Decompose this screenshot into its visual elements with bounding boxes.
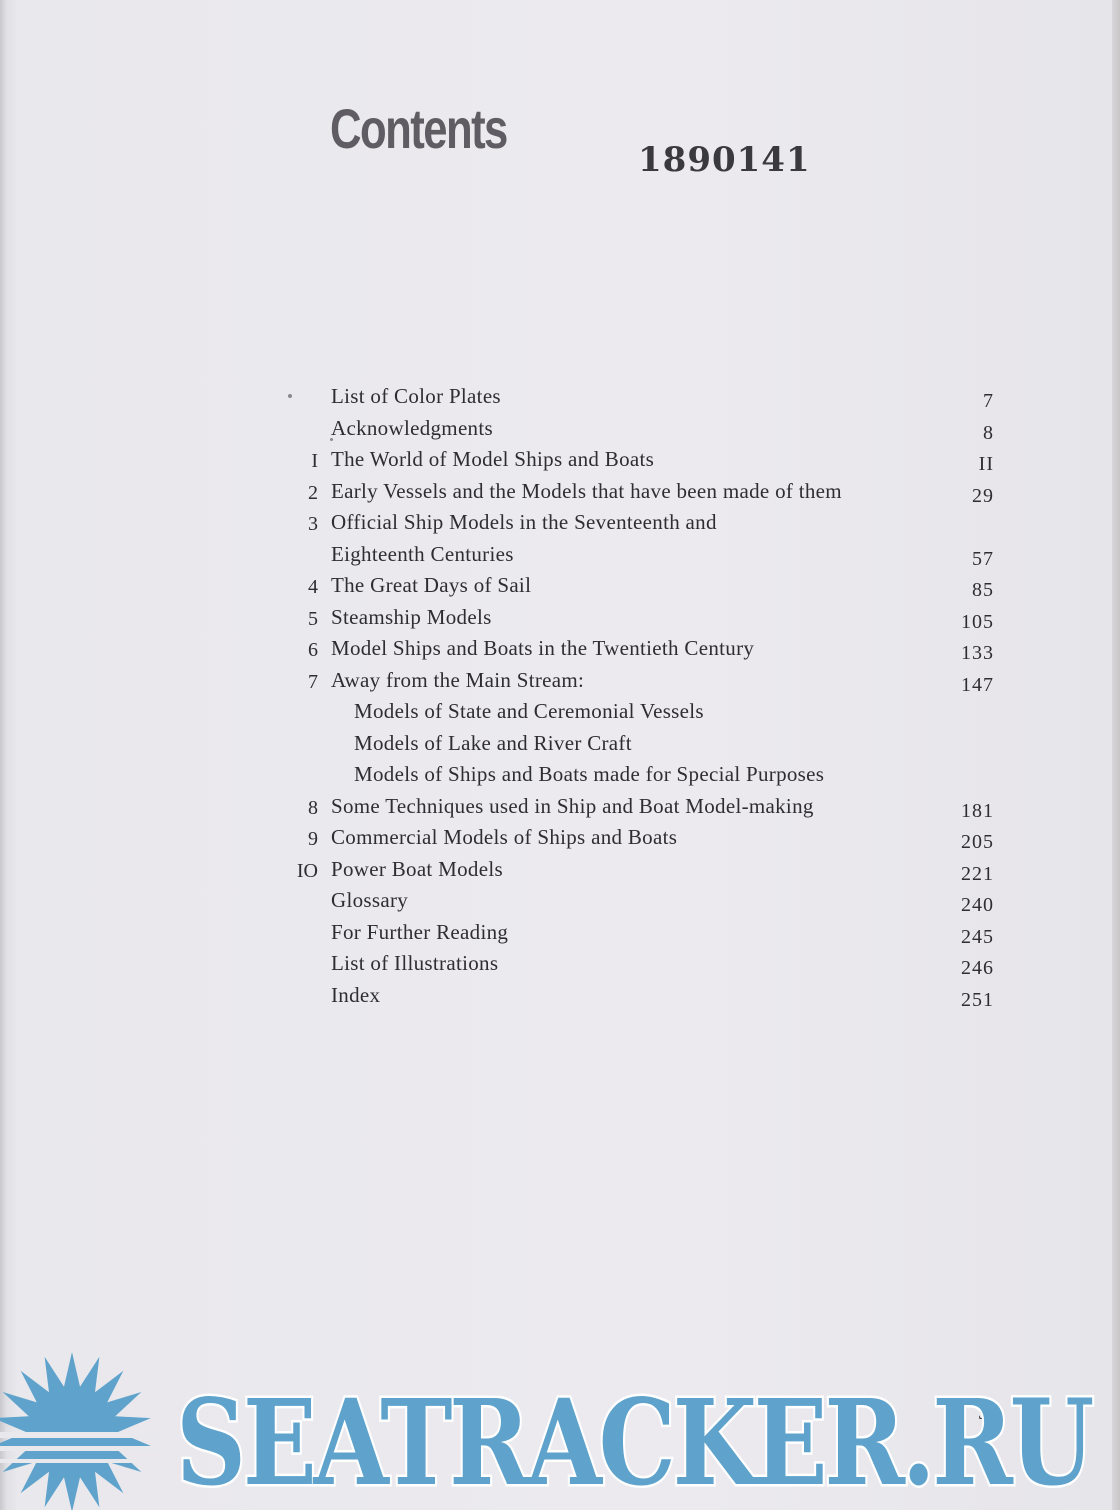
- toc-entry-title: The World of Model Ships and Boats: [331, 447, 655, 471]
- toc-entry-title: For Further Reading: [331, 919, 509, 944]
- toc-entry: [0, 381, 1120, 413]
- toc-entry-title: Power Boat Models: [331, 856, 503, 881]
- toc-entry: [0, 570, 1120, 602]
- toc-page-number: 7: [983, 390, 994, 412]
- toc-page-number: II: [978, 453, 994, 475]
- toc-page-number: 133: [961, 642, 994, 664]
- toc-entry: [0, 917, 1120, 949]
- toc-entry-title: Index: [331, 982, 381, 1007]
- toc-page-number: 105: [961, 610, 994, 633]
- accession-stamp: 1890141: [638, 140, 811, 180]
- toc-entry: [0, 980, 1120, 1012]
- toc-page-number: 181: [961, 799, 994, 822]
- toc-entry-title: Glossary: [331, 888, 409, 912]
- toc-page-number: 85: [972, 579, 994, 601]
- toc-entry: [0, 507, 1120, 539]
- toc-entry: [0, 444, 1120, 476]
- chapter-number: 4: [308, 576, 318, 598]
- toc-entry: [0, 413, 1120, 445]
- page-title: Contents: [330, 97, 507, 160]
- toc-page-number: 245: [961, 925, 994, 948]
- toc-entry-title: The Great Days of Sail: [331, 573, 532, 597]
- toc-page-number: 29: [972, 484, 994, 507]
- chapter-number: 6: [308, 639, 318, 661]
- sun-icon: [0, 1352, 160, 1510]
- toc-entry: [0, 822, 1120, 854]
- toc-entry: [0, 696, 1120, 728]
- toc-entry-title: Model Ships and Boats in the Twentieth Century: [331, 636, 755, 660]
- toc-page-number: 221: [961, 862, 994, 885]
- toc-entry: [0, 948, 1120, 980]
- toc-entry-title: Early Vessels and the Models that have been made of them: [331, 478, 842, 503]
- toc-entry: [0, 885, 1120, 917]
- toc-page-number: 8: [983, 421, 994, 444]
- watermark: [0, 1346, 1120, 1510]
- chapter-number: IO: [296, 859, 318, 882]
- chapter-number: 7: [308, 670, 318, 693]
- toc-entry-title: List of Color Plates: [331, 384, 501, 408]
- toc-entry: [0, 728, 1120, 760]
- chapter-number: 2: [308, 481, 318, 504]
- toc-entry-title: Eighteenth Centuries: [331, 541, 514, 566]
- toc-entry-title: Steamship Models: [331, 604, 492, 629]
- chapter-number: I: [311, 450, 318, 472]
- toc-entry-title: Commercial Models of Ships and Boats: [331, 825, 678, 849]
- chapter-number: 9: [308, 828, 318, 850]
- toc-entry-title: Official Ship Models in the Seventeenth and: [331, 510, 717, 534]
- chapter-number: 3: [308, 513, 318, 535]
- watermark-text: SEATRACKER.RU: [176, 1373, 1093, 1510]
- toc-entry: [0, 539, 1120, 571]
- toc-page-number: 240: [961, 894, 994, 916]
- toc-entry: [0, 854, 1120, 886]
- toc-entry: [0, 602, 1120, 634]
- table-of-contents: [0, 381, 1120, 1011]
- toc-entry: [0, 665, 1120, 697]
- toc-entry-title: List of Illustrations: [331, 951, 499, 975]
- chapter-number: 8: [308, 796, 318, 819]
- toc-subentry-title: Models of Lake and River Craft: [354, 730, 632, 755]
- toc-page-number: 246: [961, 957, 994, 979]
- toc-page-number: 57: [972, 547, 994, 570]
- toc-entry: [0, 476, 1120, 508]
- toc-entry-title: Some Techniques used in Ship and Boat Model-making: [331, 793, 814, 818]
- toc-subentry-title: Models of State and Ceremonial Vessels: [354, 699, 704, 723]
- toc-entry: [0, 759, 1120, 791]
- watermark-graphic: [0, 1346, 1120, 1510]
- chapter-number: 5: [308, 607, 318, 630]
- toc-subentry-title: Models of Ships and Boats made for Special Purposes: [354, 762, 825, 786]
- toc-page-number: 251: [961, 988, 994, 1011]
- page-number: 5: [978, 1402, 988, 1424]
- toc-entry: [0, 791, 1120, 823]
- toc-entry-title: Acknowledgments: [331, 415, 493, 440]
- toc-entry-title: Away from the Main Stream:: [331, 667, 585, 692]
- toc-page-number: 147: [961, 673, 994, 696]
- toc-page-number: 205: [961, 831, 994, 853]
- toc-entry: [0, 633, 1120, 665]
